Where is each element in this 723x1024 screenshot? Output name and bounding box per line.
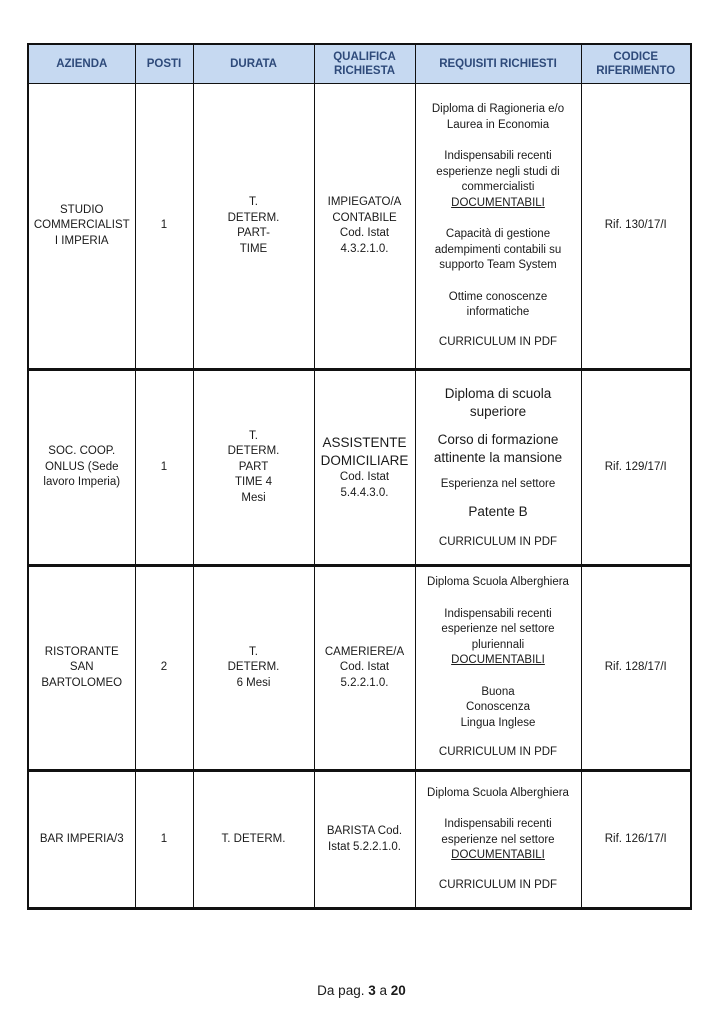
page-footer: [0, 983, 723, 998]
qualifica-title: ASSISTENTE DOMICILIARE: [320, 435, 409, 468]
cell-durata: T. DETERM. PART-TIME: [193, 84, 314, 370]
header-codice: CODICE RIFERIMENTO: [581, 44, 691, 84]
cell-qualifica: BARISTA Cod. Istat 5.2.2.1.0.: [314, 771, 415, 909]
requisito-text: Corso di formazione attinente la mansione: [433, 432, 563, 465]
requisito-text: Buona Conoscenza Lingua Inglese: [460, 685, 536, 729]
cell-qualifica: [314, 370, 415, 566]
cell-azienda: SOC. COOP. ONLUS (Sede lavoro Imperia): [28, 370, 135, 566]
cell-posti: 1: [135, 771, 193, 909]
cell-azienda: BAR IMPERIA/3: [28, 771, 135, 909]
requisito-curriculum: CURRICULUM IN PDF: [438, 335, 558, 348]
requisito-text: Capacità di gestione adempimenti contabili su supporto Team System: [434, 228, 562, 271]
cell-requisiti: [415, 771, 581, 909]
requisito-text: Esperienza nel settore: [440, 478, 556, 490]
cell-durata: T. DETERM. PART TIME 4 Mesi: [193, 370, 314, 566]
footer-separator: a: [379, 983, 388, 998]
requisito-text: Diploma Scuola Alberghiera: [427, 786, 569, 799]
requisito-curriculum: CURRICULUM IN PDF: [438, 535, 558, 548]
table-row: [28, 771, 691, 909]
cell-codice: Rif. 128/17/I: [581, 566, 691, 771]
requisito-text: Diploma di scuola superiore: [444, 386, 552, 419]
header-azienda: AZIENDA: [28, 44, 135, 84]
cell-codice: Rif. 129/17/I: [581, 370, 691, 566]
cell-qualifica: CAMERIERE/A Cod. Istat 5.2.2.1.0.: [314, 566, 415, 771]
header-posti: POSTI: [135, 44, 193, 84]
requisito-text: Indispensabili recenti esperienze nel settore pluriennali: [441, 607, 555, 651]
requisito-text: Diploma Scuola Alberghiera: [427, 576, 569, 589]
cell-posti: 1: [135, 370, 193, 566]
cell-posti: 1: [135, 84, 193, 370]
requisito-underlined: DOCUMENTABILI: [451, 849, 545, 862]
requisito-text: Diploma di Ragioneria e/o Laurea in Economia: [431, 103, 565, 131]
qualifica-code: Cod. Istat 5.4.4.3.0.: [339, 471, 390, 499]
cell-codice: Rif. 126/17/I: [581, 771, 691, 909]
requisito-curriculum: CURRICULUM IN PDF: [438, 878, 558, 891]
cell-qualifica: IMPIEGATO/A CONTABILE Cod. Istat 4.3.2.1.0.: [314, 84, 415, 370]
requisito-underlined: DOCUMENTABILI: [451, 196, 545, 209]
header-qualifica: QUALIFICA RICHIESTA: [314, 44, 415, 84]
cell-requisiti: [415, 84, 581, 370]
cell-durata: T. DETERM. 6 Mesi: [193, 566, 314, 771]
requisito-text: Indispensabili recenti esperienze nel settore: [441, 818, 555, 846]
footer-prefix: Da pag.: [317, 983, 365, 998]
table-row: [28, 566, 691, 771]
footer-page-number: 3: [368, 983, 376, 998]
cell-azienda: RISTORANTE SAN BARTOLOMEO: [28, 566, 135, 771]
requisito-underlined: DOCUMENTABILI: [451, 654, 545, 667]
cell-requisiti: [415, 370, 581, 566]
cell-codice: Rif. 130/17/I: [581, 84, 691, 370]
requisito-text: Ottime conoscenze informatiche: [448, 290, 548, 318]
header-durata: DURATA: [193, 44, 314, 84]
cell-durata: T. DETERM.: [193, 771, 314, 909]
job-offers-table: [27, 43, 692, 910]
cell-azienda: STUDIO COMMERCIALIST I IMPERIA: [28, 84, 135, 370]
requisito-text: Indispensabili recenti esperienze negli studi di commercialisti: [436, 150, 560, 193]
requisito-text: Patente B: [468, 503, 528, 519]
table-header-row: [28, 44, 691, 84]
cell-requisiti: [415, 566, 581, 771]
requisito-curriculum: CURRICULUM IN PDF: [438, 746, 558, 759]
cell-posti: 2: [135, 566, 193, 771]
header-requisiti: REQUISITI RICHIESTI: [415, 44, 581, 84]
footer-total-pages: 20: [390, 983, 406, 998]
table-row: [28, 370, 691, 566]
table-row: [28, 84, 691, 370]
